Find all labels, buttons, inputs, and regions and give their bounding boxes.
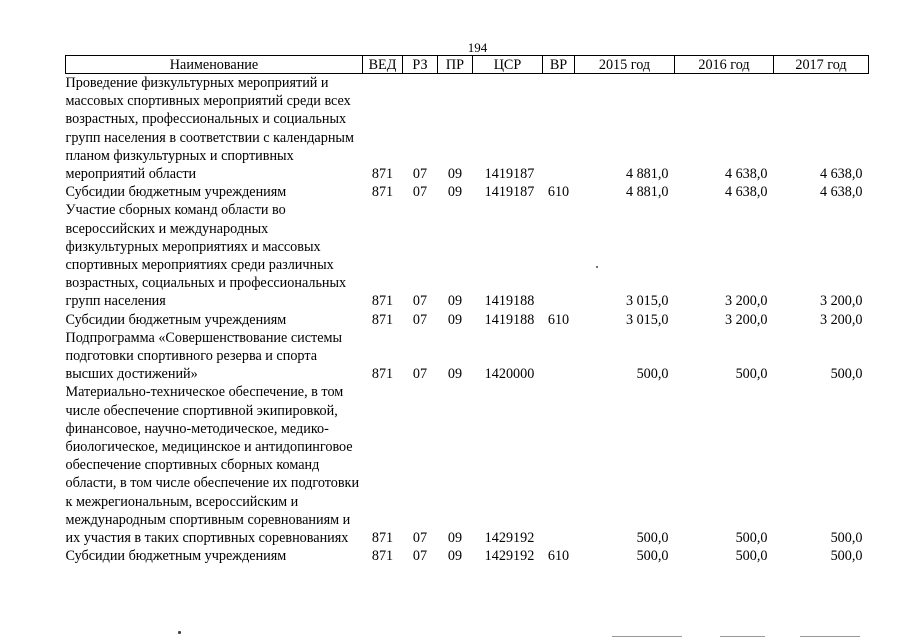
row-pr: 09 bbox=[447, 184, 463, 201]
budget-table bbox=[65, 55, 869, 565]
row-csr: 1429192 bbox=[484, 530, 535, 547]
row-2017: 500,0 bbox=[830, 366, 863, 383]
table-header bbox=[66, 56, 869, 74]
row-name: Субсидии бюджетным учреждениям bbox=[65, 548, 287, 565]
col-header-2015: 2015 год bbox=[575, 56, 675, 74]
scan-streak bbox=[612, 636, 682, 637]
row-vr: 610 bbox=[547, 311, 570, 328]
table-row bbox=[66, 74, 869, 184]
row-ved: 871 bbox=[371, 366, 394, 383]
scan-speck bbox=[596, 266, 598, 268]
row-2016: 3 200,0 bbox=[724, 311, 768, 328]
row-pr: 09 bbox=[447, 548, 463, 565]
col-header-csr: ЦСР bbox=[473, 56, 543, 74]
row-name: Проведение физкультурных мероприятий и массовых спортивных мероприятий среди всех возрастных, профессиональных и социальных групп населения в соответствии с календарным планом физкультурных и спортивных мероприятий области bbox=[65, 75, 354, 183]
row-csr: 1420000 bbox=[484, 366, 535, 383]
row-vr bbox=[543, 329, 575, 384]
row-name: Подпрограмма «Совершенствование системы подготовки спортивного резерва и спорта высших достижений» bbox=[65, 329, 343, 383]
scan-speck bbox=[178, 631, 181, 634]
table-row bbox=[66, 547, 869, 565]
row-2016: 4 638,0 bbox=[724, 184, 768, 201]
row-2017: 4 638,0 bbox=[819, 184, 863, 201]
col-header-vr: ВР bbox=[543, 56, 575, 74]
row-csr: 1419187 bbox=[484, 166, 535, 183]
table-row bbox=[66, 183, 869, 201]
scan-streak bbox=[720, 636, 765, 637]
col-header-2017: 2017 год bbox=[774, 56, 869, 74]
col-header-2016: 2016 год bbox=[675, 56, 774, 74]
col-header-ved: ВЕД bbox=[363, 56, 403, 74]
row-vr: 610 bbox=[547, 548, 570, 565]
row-name: Субсидии бюджетным учреждениям bbox=[65, 311, 287, 328]
row-csr: 1419188 bbox=[484, 311, 535, 328]
row-2015: 3 015,0 bbox=[625, 293, 669, 310]
row-pr: 09 bbox=[447, 166, 463, 183]
row-2016: 4 638,0 bbox=[724, 166, 768, 183]
row-2015: 4 881,0 bbox=[625, 184, 669, 201]
row-csr: 1429192 bbox=[484, 548, 535, 565]
row-pr: 09 bbox=[447, 311, 463, 328]
row-2015: 500,0 bbox=[636, 530, 669, 547]
row-rz: 07 bbox=[412, 311, 428, 328]
row-name: Материально-техническое обеспечение, в том числе обеспечение спортивной экипировкой, финансовое, научно-методическое, медико-биологическое, медицинское и антидопинговое обеспечение спортивных сборных команд области, в том числе обеспечение их подготовки к межрегиональным, всероссийским и международным спортивным соревнованиям и их участия в таких спортивных соревнованиях bbox=[65, 384, 360, 547]
row-2015: 500,0 bbox=[636, 366, 669, 383]
row-vr: 610 bbox=[547, 184, 570, 201]
row-2015: 500,0 bbox=[636, 548, 669, 565]
row-rz: 07 bbox=[412, 293, 428, 310]
table-row bbox=[66, 329, 869, 384]
row-ved: 871 bbox=[371, 184, 394, 201]
row-name: Субсидии бюджетным учреждениям bbox=[65, 184, 287, 201]
scan-streak bbox=[800, 636, 860, 637]
table-row bbox=[66, 201, 869, 310]
row-ved: 871 bbox=[371, 548, 394, 565]
row-vr bbox=[543, 74, 575, 184]
row-2015: 4 881,0 bbox=[625, 166, 669, 183]
row-pr: 09 bbox=[447, 293, 463, 310]
row-rz: 07 bbox=[412, 530, 428, 547]
row-csr: 1419188 bbox=[484, 293, 535, 310]
row-2016: 500,0 bbox=[735, 548, 768, 565]
row-2016: 3 200,0 bbox=[724, 293, 768, 310]
row-2017: 3 200,0 bbox=[819, 311, 863, 328]
row-2015: 3 015,0 bbox=[625, 311, 669, 328]
row-ved: 871 bbox=[371, 311, 394, 328]
table-row bbox=[66, 383, 869, 547]
row-2017: 3 200,0 bbox=[819, 293, 863, 310]
row-2016: 500,0 bbox=[735, 530, 768, 547]
row-rz: 07 bbox=[412, 184, 428, 201]
row-ved: 871 bbox=[371, 530, 394, 547]
row-pr: 09 bbox=[447, 530, 463, 547]
row-csr: 1419187 bbox=[484, 184, 535, 201]
row-2017: 500,0 bbox=[830, 548, 863, 565]
col-header-pr: ПР bbox=[438, 56, 473, 74]
row-2017: 4 638,0 bbox=[819, 166, 863, 183]
row-pr: 09 bbox=[447, 366, 463, 383]
table-row bbox=[66, 311, 869, 329]
row-rz: 07 bbox=[412, 548, 428, 565]
page-number: 194 bbox=[467, 40, 488, 55]
row-2017: 500,0 bbox=[830, 530, 863, 547]
row-ved: 871 bbox=[371, 293, 394, 310]
col-header-rz: РЗ bbox=[403, 56, 438, 74]
row-name: Участие сборных команд области во всероссийских и международных физкультурных мероприятиях и массовых спортивных мероприятиях среди различных возрастных, социальных и профессиональных групп населения bbox=[65, 202, 347, 310]
row-ved: 871 bbox=[371, 166, 394, 183]
col-header-name: Наименование bbox=[66, 56, 363, 74]
row-vr bbox=[543, 383, 575, 547]
row-rz: 07 bbox=[412, 366, 428, 383]
row-2016: 500,0 bbox=[735, 366, 768, 383]
row-vr bbox=[543, 201, 575, 310]
row-rz: 07 bbox=[412, 166, 428, 183]
